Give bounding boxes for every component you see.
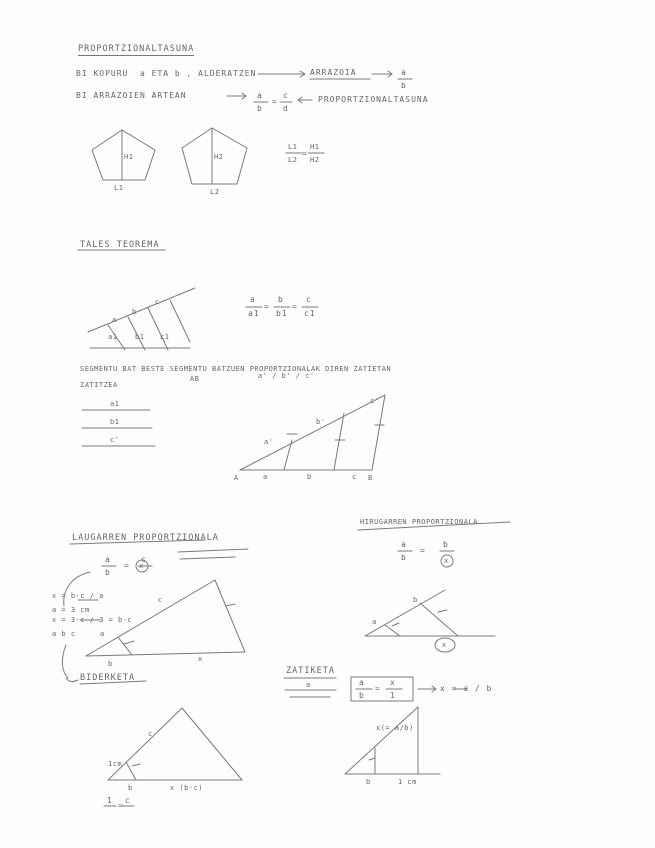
point-label: A [234,474,239,482]
label: c [352,473,357,481]
label: b1 [135,333,145,341]
frac-num: a [105,555,111,564]
ratio-den: H2 [310,156,320,164]
label-h1: H1 [124,153,134,161]
result-text: x = a / b [440,684,493,693]
third-proportional-figure [365,590,495,652]
label: b' [316,418,326,426]
label-ab: AB [190,375,200,383]
label: a' [264,438,274,446]
label: 1cm [108,760,123,768]
label: b [108,660,113,668]
frac-num: b [278,295,284,304]
label: x (b·c) [170,784,204,792]
multiplication-figure [108,708,242,780]
label-l1: L1 [114,184,124,192]
label: b [128,784,133,792]
frac-den: b [105,568,111,577]
label: b [307,473,312,481]
frac-num: a [359,678,365,687]
label: c1 [160,333,170,341]
curved-arrow-icon [64,572,90,606]
label: b [132,308,137,316]
section-title-multiplication: BIDERKETA [80,673,136,683]
section-title-segment-division: SEGMENTU BAT BESTE SEGMENTU BATZUEN PROPORTZIONALAK DIREN ZATIETAN [80,365,392,373]
label: a [372,618,377,626]
frac-den: b [401,553,407,562]
frac-num: a [250,295,256,304]
calc-line: x = 3·c / 3 = b·c [52,616,133,624]
frac-num: c [125,796,131,805]
text-ratio: ARRAZOIA [310,68,357,77]
text-line: BI KOPURU [76,69,129,78]
section-title-tales: TALES TEOREMA [80,240,160,250]
label: b [366,778,371,786]
label: a [100,630,105,638]
frac-num: c [141,555,147,564]
frac-den: d [283,104,289,113]
label: x [198,655,203,663]
segment-label: c' [110,436,120,444]
label: b [413,596,418,604]
frac-den: 1 [390,691,396,700]
frac-num: a [257,91,263,100]
text-line: ZATITZEA [80,381,118,389]
label-l2: L2 [210,188,220,196]
text-line: a ETA b , ALDERATZEN [140,69,257,78]
label: x [442,641,447,649]
label: a1 [108,333,118,341]
division-figure [345,707,440,774]
label: 1 cm [398,778,417,786]
calc-line: x = b·c / a [52,592,104,600]
frac-den: a1 [248,309,260,318]
label: c [158,596,163,604]
label: a [306,681,311,689]
frac-den: b [257,104,263,113]
label: x(= a/b) [376,724,414,732]
frac-num: c [306,295,312,304]
label: c [155,298,160,306]
section-title-fourth-proportional: LAUGARREN PROPORTZIONALA [72,533,219,543]
frac-den: x [444,557,449,565]
segment-label: a1 [110,400,120,408]
frac-den: b [401,81,407,90]
label: a [112,316,117,324]
ratio-den: L2 [288,156,298,164]
frac-den: c1 [304,309,316,318]
frac-den: x [139,562,144,570]
point-label: B [368,474,373,482]
section-title-third-proportional: HIRUGARREN PROPORTZIONALA [360,518,478,526]
ratio-num: L1 [288,143,298,151]
frac-num: b [443,540,449,549]
ratio-text: a' / b' / c' [258,372,315,380]
section-title-division: ZATIKETA [286,666,335,676]
notebook-page: PROPORTZIONALTASUNA BI KOPURU a ETA b , ALDERATZEN ARRAZOIA a b BI ARRAZOIEN ARTEAN a b = c d PROPORTZIONALTASUNA H1 L1 H2 L2 L1 L2 = H1 H2 TALES TEOREMA a b c a1 b1 c1 a a1 = b b1 = c c1 SEGMENTU BAT BESTE SEGMENTU BATZUEN PROPORTZIONALAK DIREN ZATIETAN AB a' / b' / c' ZATITZEA a1 b1 c' A B a b c a' b' c' LAUGARREN PROPORTZIONALA a b = c x x = b·c / a a = 3 cm x = 3·c / 3 = b·c a b c a b c x HIRUGARREN PROPORTZIONALA a b = b x a b x BIDERKETA 1cm c b x (b·c) 1 = c ZATIKETA a a b = x 1 x = a / b x(= a/b) b 1 cm [0,0,655,848]
frac-den: b1 [276,309,288,318]
text-line: BI ARRAZOIEN ARTEAN [76,91,187,100]
frac-den: b [359,691,365,700]
frac-num: a [401,540,407,549]
label: c' [370,397,380,405]
segment-division-figure [240,395,385,470]
frac-num: x [390,678,396,687]
label: a [263,473,268,481]
frac-num: c [283,91,289,100]
calc-line: a b c [52,630,76,638]
text-proportionality: PROPORTZIONALTASUNA [318,95,429,104]
ratio-num: H1 [310,143,320,151]
label: c [148,730,153,738]
calc-line: a = 3 cm [52,606,90,614]
label-h2: H2 [214,153,224,161]
segment-label: b1 [110,418,120,426]
section-title-proportionality: PROPORTZIONALTASUNA [78,44,195,54]
frac-num: a [401,68,407,77]
frac-num: 1 [107,796,113,805]
